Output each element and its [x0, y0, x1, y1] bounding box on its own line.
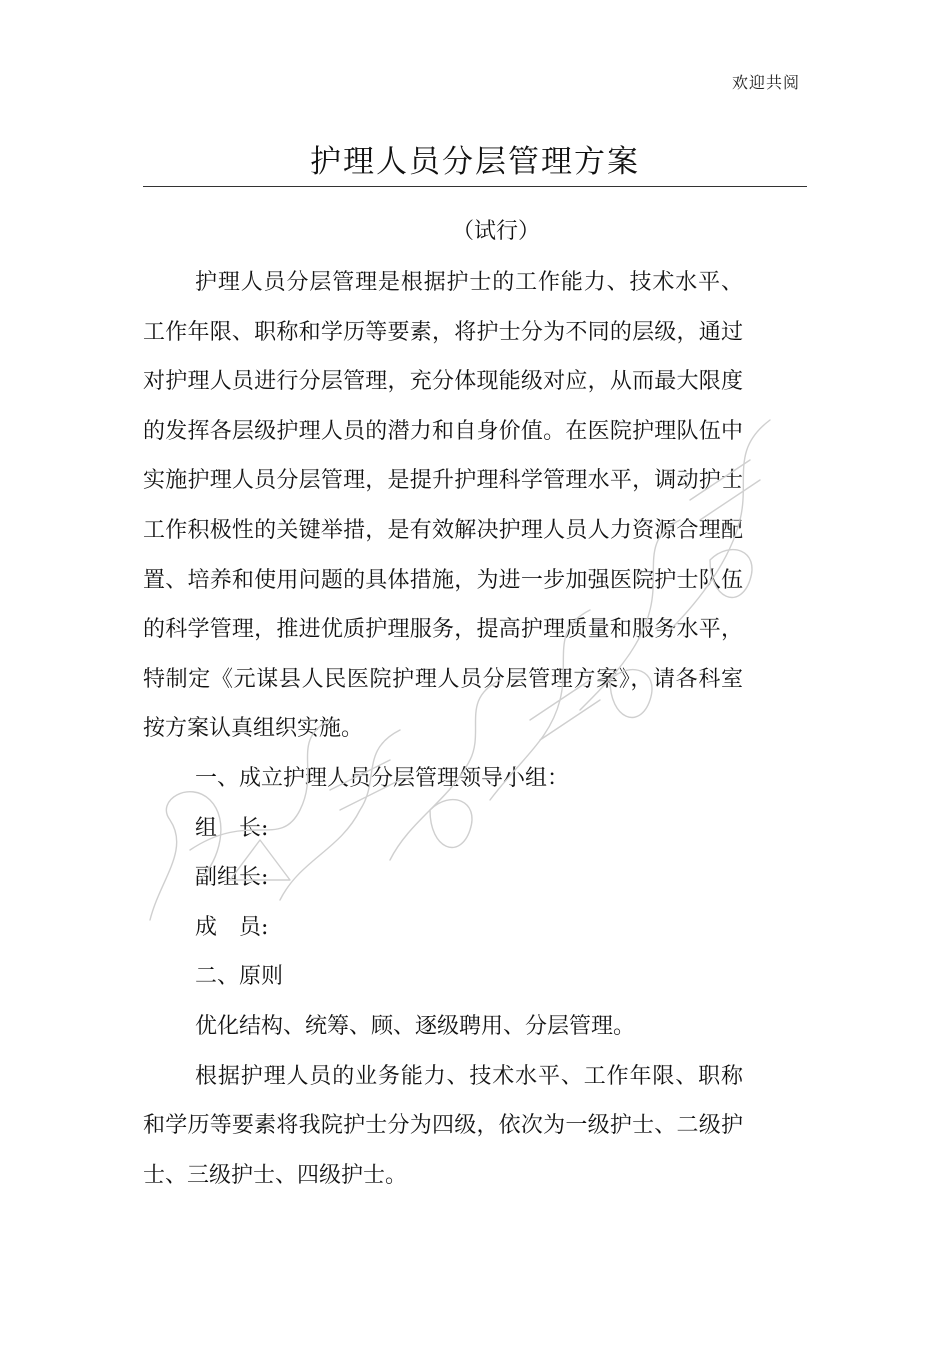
member-label: 成 员: — [195, 914, 269, 940]
document-body — [143, 258, 743, 1200]
title-underline — [143, 186, 807, 187]
principle-text: 优化结构、统筹、顾、逐级聘用、分层管理。 — [195, 1013, 636, 1039]
section1-heading: 一、成立护理人员分层管理领导小组： — [195, 765, 570, 791]
leader-label: 组 长: — [195, 815, 269, 841]
document-subtitle: （试行） — [452, 219, 541, 244]
deputy-leader-label: 副组长: — [195, 865, 269, 891]
classification-paragraph: 根据护理人员的业务能力、技术水平、工作年限、职称和学历等要素将我院护士分为四级，依次为一级护士、二级护士、三级护士、四级护士。 — [143, 1063, 743, 1188]
document-title: 护理人员分层管理方案 — [310, 144, 640, 180]
intro-paragraph: 护理人员分层管理是根据护士的工作能力、技术水平、工作年限、职称和学历等要素，将护士分为不同的层级，通过对护理人员进行分层管理，充分体现能级对应，从而最大限度的发挥各层级护理人员的潜力和自身价值。在医院护理队伍中实施护理人员分层管理，是提升护理科学管理水平，调动护士工作积极性的关键举措，是有效解决护理人员人力资源合理配置、培养和使用问题的具体措施，为进一步加强医院护士队伍的科学管理，推进优质护理服务，提高护理质量和服务水平，特制定《元谋县人民医院护理人员分层管理方案》，请各科室按方案认真组织实施。 — [143, 270, 743, 742]
header-note: 欢迎共阅 — [731, 73, 800, 92]
section2-heading: 二、原则 — [195, 964, 284, 990]
